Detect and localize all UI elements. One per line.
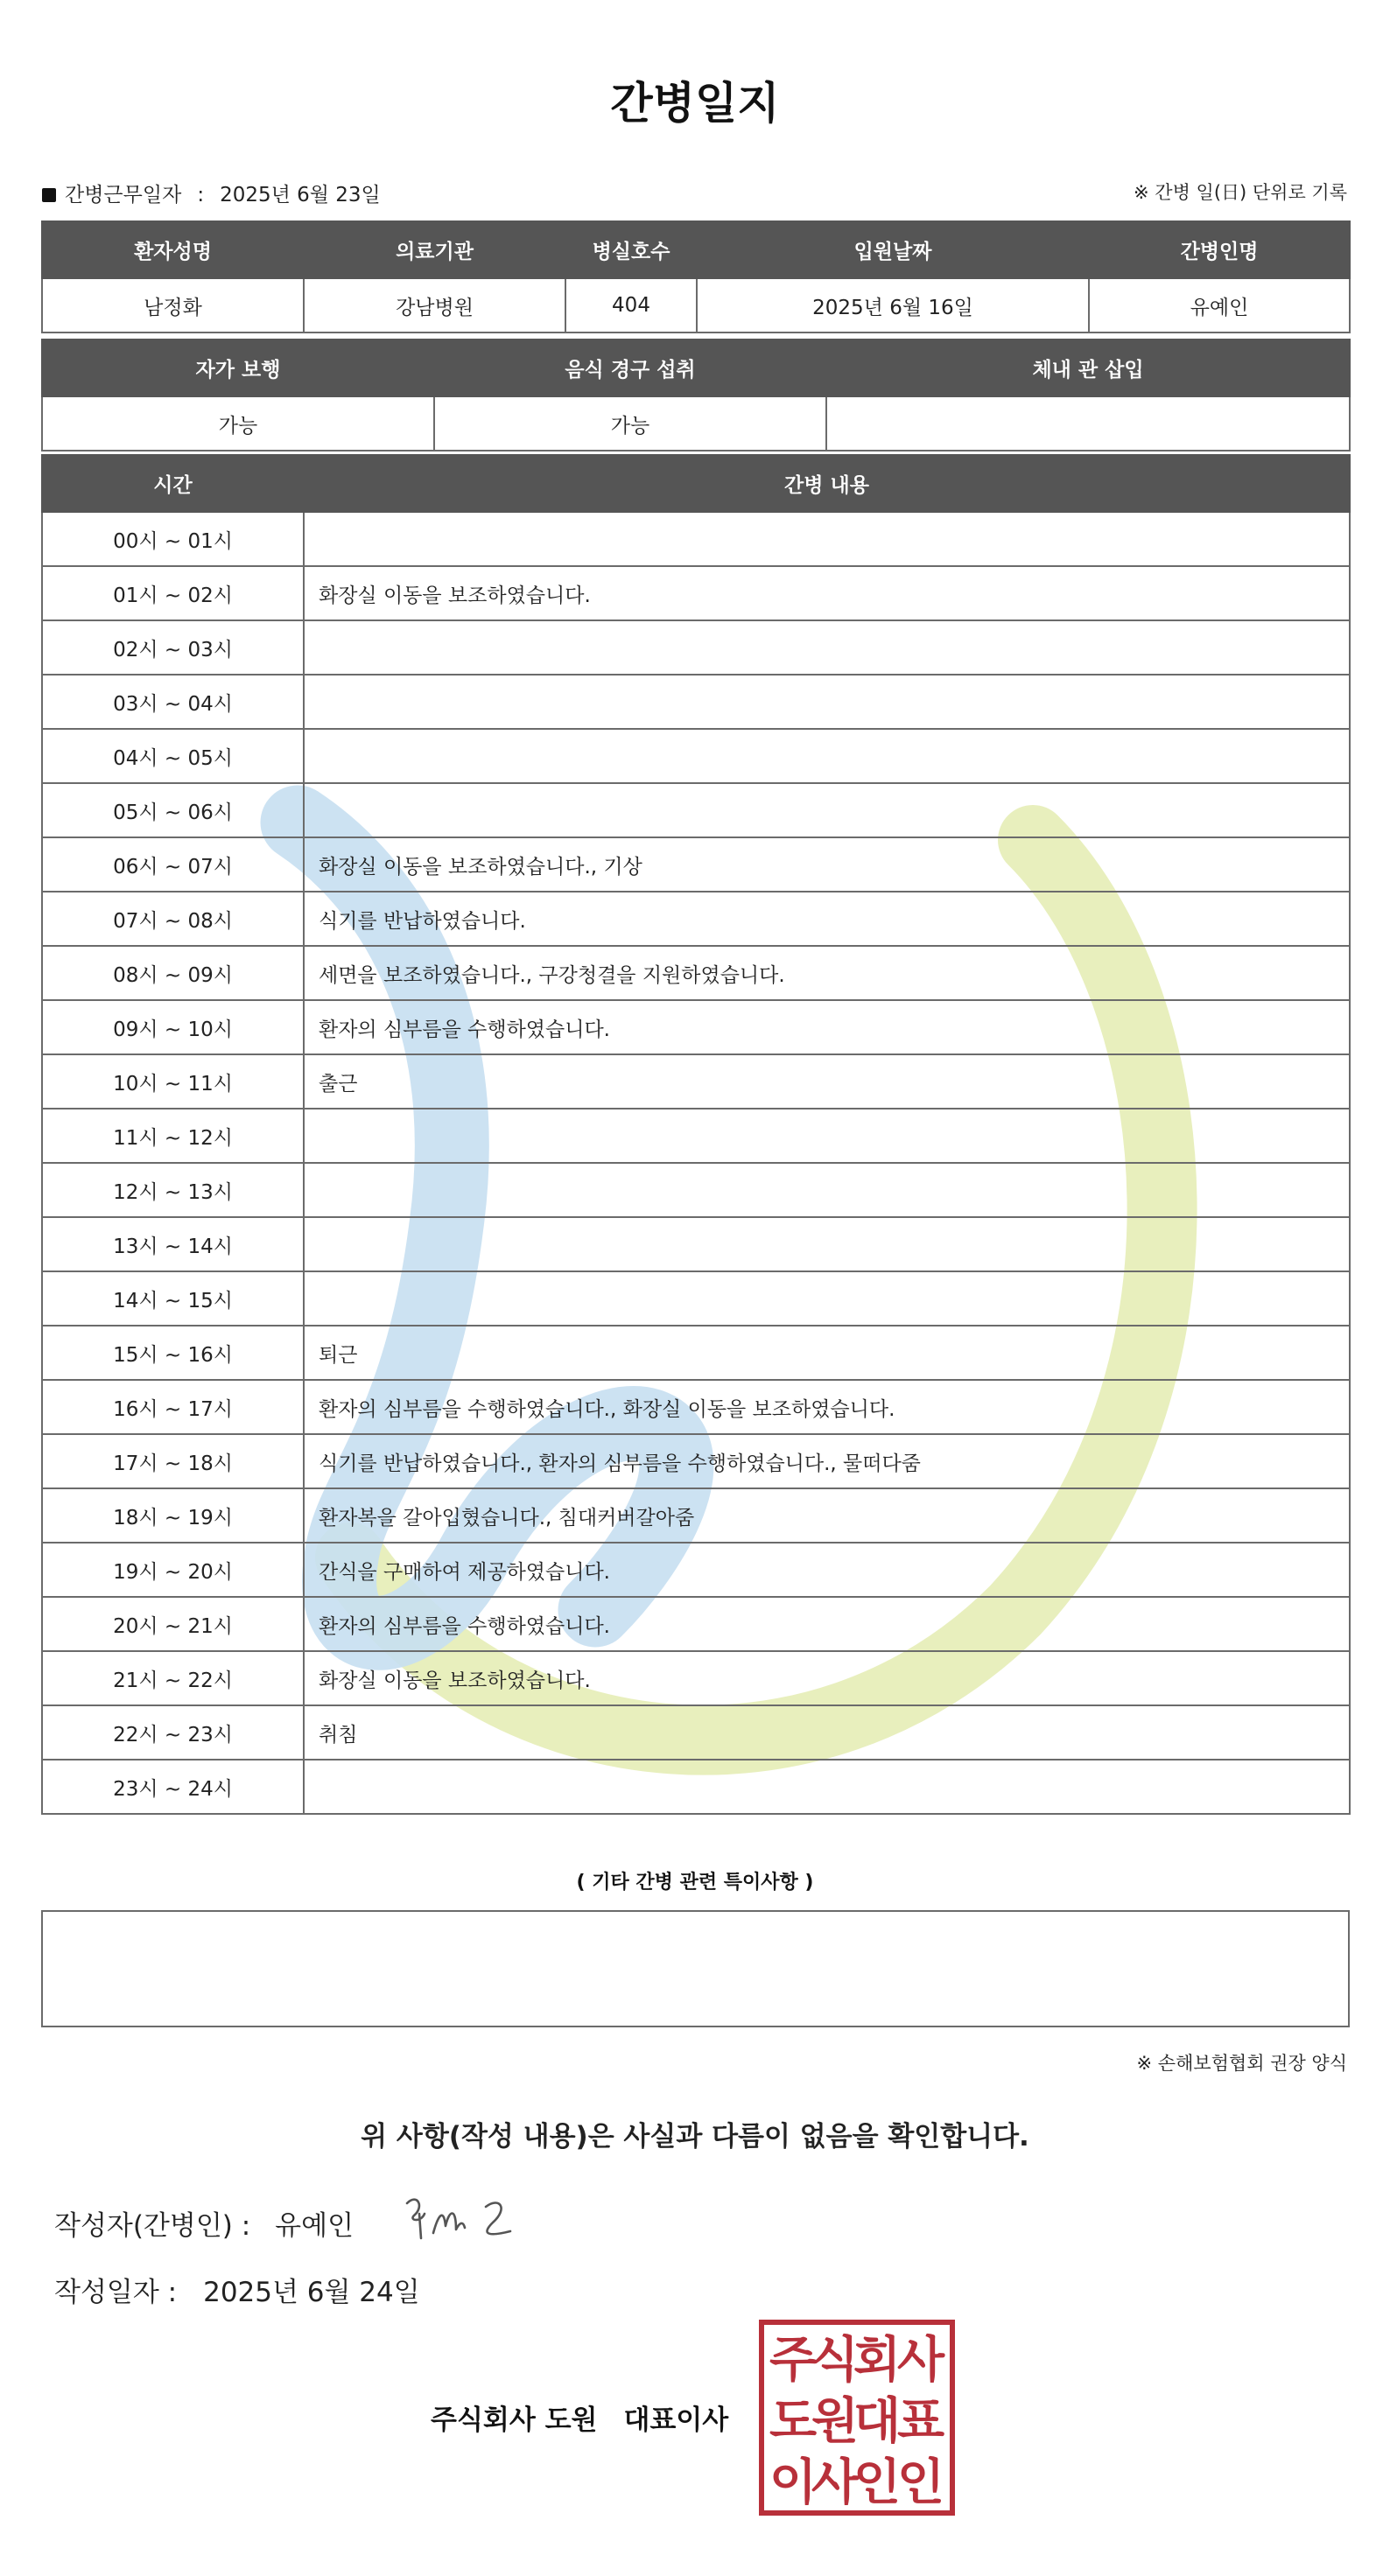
header-caregiver-name: 간병인명 (1089, 221, 1350, 278)
table-row (42, 1705, 1350, 1760)
status-header-row (42, 340, 1350, 396)
time-cell: 08시 ~ 09시 (42, 946, 304, 1000)
content-cell: 환자복을 갈아입혔습니다., 침대커버갈아줌 (304, 1488, 1350, 1543)
time-cell: 05시 ~ 06시 (42, 783, 304, 837)
table-row (42, 1434, 1350, 1488)
time-cell: 01시 ~ 02시 (42, 566, 304, 620)
time-cell: 07시 ~ 08시 (42, 892, 304, 946)
header-time: 시간 (42, 455, 304, 512)
admission-date: 2025년 6월 16일 (697, 278, 1089, 332)
square-bullet-icon (42, 188, 56, 202)
care-log-table (41, 454, 1351, 1815)
time-cell: 06시 ~ 07시 (42, 837, 304, 892)
room-number: 404 (565, 278, 697, 332)
content-cell: 화장실 이동을 보조하였습니다. (304, 566, 1350, 620)
record-note: ※ 간병 일(日) 단위로 기록 (1134, 182, 1347, 203)
content-cell (304, 729, 1350, 783)
content-cell (304, 1217, 1350, 1271)
time-cell: 03시 ~ 04시 (42, 675, 304, 729)
writer-label: 작성자(간병인) : (54, 2210, 251, 2242)
work-date-line (42, 178, 381, 207)
table-row (42, 1163, 1350, 1217)
patient-header-row (42, 221, 1350, 278)
writer-name: 유예인 (275, 2210, 355, 2242)
confirmation-statement: 위 사항(작성 내용)은 사실과 다름이 없음을 확인합니다. (361, 2121, 1029, 2152)
time-cell: 14시 ~ 15시 (42, 1271, 304, 1326)
content-cell: 퇴근 (304, 1326, 1350, 1380)
table-row (42, 729, 1350, 783)
time-cell: 15시 ~ 16시 (42, 1326, 304, 1380)
oral-intake-value: 가능 (434, 396, 826, 451)
written-date-value: 2025년 6월 24일 (203, 2277, 420, 2308)
content-cell: 간식을 구매하여 제공하였습니다. (304, 1543, 1350, 1597)
hospital-name: 강남병원 (304, 278, 565, 332)
time-cell: 02시 ~ 03시 (42, 620, 304, 675)
content-cell (304, 783, 1350, 837)
content-cell (304, 675, 1350, 729)
content-cell: 환자의 심부름을 수행하였습니다. (304, 1597, 1350, 1651)
svg-text:인: 인 (896, 2454, 945, 2511)
svg-text:대: 대 (853, 2393, 902, 2450)
log-header-row (42, 455, 1350, 512)
svg-text:사: 사 (896, 2332, 945, 2389)
time-cell: 21시 ~ 22시 (42, 1651, 304, 1705)
company-name: 주식회사 도원 (431, 2404, 598, 2436)
content-cell (304, 620, 1350, 675)
time-cell: 17시 ~ 18시 (42, 1434, 304, 1488)
time-cell: 00시 ~ 01시 (42, 512, 304, 566)
time-cell: 20시 ~ 21시 (42, 1597, 304, 1651)
svg-text:회: 회 (853, 2332, 902, 2389)
header-room-number: 병실호수 (565, 221, 697, 278)
content-cell: 환자의 심부름을 수행하였습니다., 화장실 이동을 보조하였습니다. (304, 1380, 1350, 1434)
caregiver-name: 유예인 (1089, 278, 1350, 332)
content-cell: 식기를 반납하였습니다. (304, 892, 1350, 946)
table-row (42, 620, 1350, 675)
content-cell: 세면을 보조하였습니다., 구강청결을 지원하였습니다. (304, 946, 1350, 1000)
table-row (42, 783, 1350, 837)
work-date-value: 2025년 6월 23일 (220, 184, 381, 206)
content-cell (304, 1760, 1350, 1814)
tube-insertion-value (826, 396, 1350, 451)
notes-box (41, 1910, 1350, 2027)
representative-title: 대표이사 (623, 2404, 729, 2436)
time-cell: 10시 ~ 11시 (42, 1054, 304, 1109)
self-walking-value: 가능 (42, 396, 434, 451)
table-row (42, 1597, 1350, 1651)
table-row (42, 512, 1350, 566)
svg-text:이: 이 (769, 2454, 818, 2511)
content-cell: 환자의 심부름을 수행하였습니다. (304, 1000, 1350, 1054)
table-row (42, 1217, 1350, 1271)
work-date-separator: : (197, 184, 205, 206)
table-row (42, 566, 1350, 620)
time-cell: 19시 ~ 20시 (42, 1543, 304, 1597)
time-cell: 16시 ~ 17시 (42, 1380, 304, 1434)
header-oral-intake: 음식 경구 섭취 (434, 340, 826, 396)
company-signoff (431, 2398, 728, 2437)
content-cell: 화장실 이동을 보조하였습니다. (304, 1651, 1350, 1705)
content-cell: 식기를 반납하였습니다., 환자의 심부름을 수행하였습니다., 물떠다줌 (304, 1434, 1350, 1488)
table-row (42, 1271, 1350, 1326)
svg-text:식: 식 (811, 2332, 860, 2389)
time-cell: 11시 ~ 12시 (42, 1109, 304, 1163)
svg-text:인: 인 (853, 2454, 902, 2511)
header-tube-insertion: 체내 관 삽입 (826, 340, 1350, 396)
header-care-content: 간병 내용 (304, 455, 1350, 512)
time-cell: 13시 ~ 14시 (42, 1217, 304, 1271)
company-seal-stamp (758, 2319, 956, 2516)
patient-info-table (41, 220, 1351, 333)
work-date-label: 간병근무일자 (65, 184, 182, 206)
form-note: ※ 손해보험협회 권장 양식 (1136, 2053, 1347, 2074)
table-row (42, 1543, 1350, 1597)
svg-text:원: 원 (811, 2393, 860, 2450)
table-row (42, 1651, 1350, 1705)
written-date-label: 작성일자 : (54, 2277, 178, 2308)
table-row (42, 1000, 1350, 1054)
content-cell (304, 1163, 1350, 1217)
patient-status-table (41, 339, 1351, 452)
page-title: 간병일지 (610, 78, 780, 129)
table-row (42, 946, 1350, 1000)
time-cell: 04시 ~ 05시 (42, 729, 304, 783)
header-hospital: 의료기관 (304, 221, 565, 278)
written-date-line (54, 2270, 420, 2309)
svg-text:표: 표 (896, 2393, 945, 2450)
content-cell: 취침 (304, 1705, 1350, 1760)
status-value-row (42, 396, 1350, 451)
table-row (42, 1488, 1350, 1543)
header-admission-date: 입원날짜 (697, 221, 1089, 278)
time-cell: 23시 ~ 24시 (42, 1760, 304, 1814)
table-row (42, 675, 1350, 729)
svg-text:사: 사 (811, 2454, 860, 2511)
table-row (42, 892, 1350, 946)
content-cell: 출근 (304, 1054, 1350, 1109)
patient-name: 남정화 (42, 278, 304, 332)
content-cell (304, 1109, 1350, 1163)
header-self-walking: 자가 보행 (42, 340, 434, 396)
svg-text:도: 도 (769, 2393, 818, 2450)
table-row (42, 1054, 1350, 1109)
content-cell (304, 512, 1350, 566)
table-row (42, 1109, 1350, 1163)
notes-heading: ( 기타 간병 관련 특이사항 ) (576, 1872, 814, 1894)
writer-line (54, 2203, 354, 2243)
header-patient-name: 환자성명 (42, 221, 304, 278)
signature-image (398, 2188, 538, 2249)
time-cell: 09시 ~ 10시 (42, 1000, 304, 1054)
content-cell: 화장실 이동을 보조하였습니다., 기상 (304, 837, 1350, 892)
patient-value-row (42, 278, 1350, 332)
content-cell (304, 1271, 1350, 1326)
table-row (42, 837, 1350, 892)
svg-text:주: 주 (769, 2332, 818, 2389)
time-cell: 18시 ~ 19시 (42, 1488, 304, 1543)
time-cell: 12시 ~ 13시 (42, 1163, 304, 1217)
table-row (42, 1326, 1350, 1380)
time-cell: 22시 ~ 23시 (42, 1705, 304, 1760)
table-row (42, 1380, 1350, 1434)
table-row (42, 1760, 1350, 1814)
